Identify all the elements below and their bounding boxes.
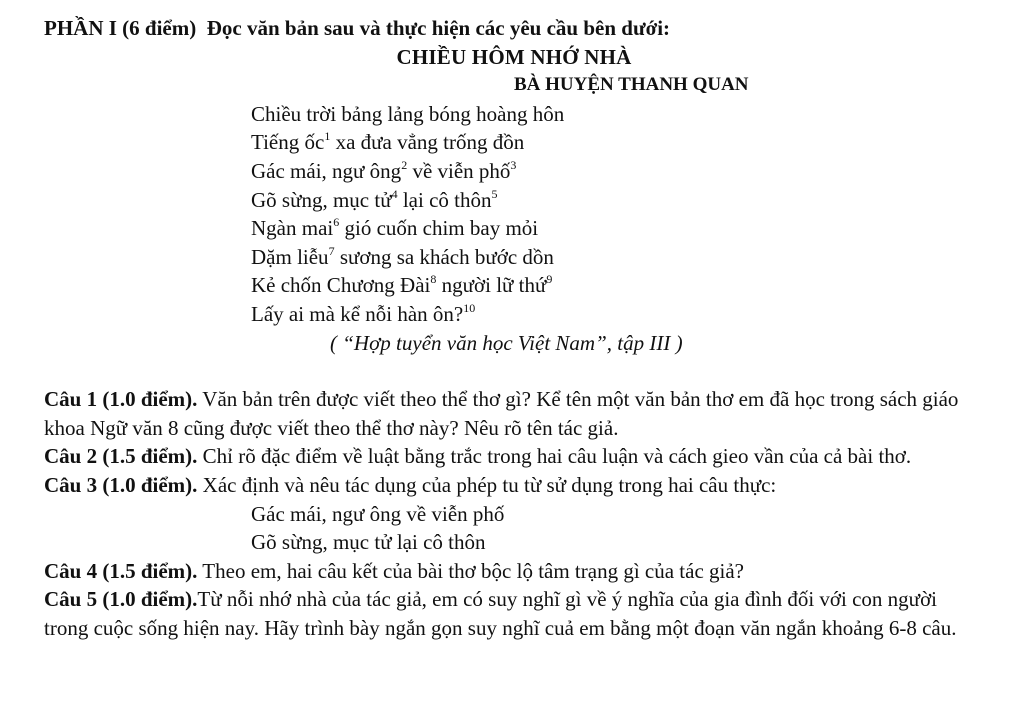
question-label: Câu 5 (1.0 điểm). <box>44 587 198 612</box>
poem-line-8: Lấy ai mà kể nỗi hàn ôn?$^{10}$ <box>251 300 476 326</box>
poem-line-6: Dặm liễu$^7$ sương sa khách bước dồn <box>251 243 554 269</box>
question-1 <box>44 385 964 442</box>
footnote-ref: 7 <box>328 243 335 258</box>
question-3 <box>44 471 964 500</box>
footnote-ref: 4 <box>391 186 398 201</box>
footnote-ref: 10 <box>463 300 476 315</box>
quoted-line-1: Gác mái, ngư ông về viễn phố <box>251 501 505 526</box>
question-text: Theo em, hai câu kết của bài thơ bộc lộ tâm trạng gì của tác giả? <box>197 558 745 583</box>
footnote-ref: 6 <box>333 215 340 230</box>
poem-body <box>44 100 964 329</box>
part-heading <box>44 14 964 43</box>
poem-line-4: Gõ sừng, mục tử$^4$ lại cô thôn$^5$ <box>251 186 498 212</box>
question-label: Câu 2 (1.5 điểm). <box>44 444 198 469</box>
question-label: Câu 4 (1.5 điểm). <box>44 558 198 583</box>
poem-line-5: Ngàn mai$^6$ gió cuốn chim bay mỏi <box>251 215 539 241</box>
question-text: Xác định và nêu tác dụng của phép tu từ sử dụng trong hai câu thực: <box>197 472 777 497</box>
footnote-ref: 8 <box>430 272 437 287</box>
part-label: PHẦN I (6 điểm) <box>44 16 197 40</box>
footnote-ref: 2 <box>401 157 408 172</box>
question-label: Câu 1 (1.0 điểm). <box>44 387 198 412</box>
poem-line-3: Gác mái, ngư ông$^2$ về viễn phố$^3$ <box>251 157 517 183</box>
poem-author: BÀ HUYỆN THANH QUAN <box>514 74 749 96</box>
poem-line-7: Kẻ chốn Chương Đài$^8$ người lữ thứ$^9$ <box>251 272 553 298</box>
part-instruction: Đọc văn bản sau và thực hiện các yêu cầu bên dưới: <box>206 16 671 40</box>
footnote-ref: 1 <box>324 129 331 144</box>
footnote-ref: 9 <box>546 272 553 287</box>
question-text: Văn bản trên được viết theo thể thơ gì? Kể tên một văn bản thơ em đã học trong sách giáo khoa Ngữ văn 8 cũng được viết theo thể thơ này? Nêu rõ tên tác giả. <box>44 387 959 440</box>
question-label: Câu 3 (1.0 điểm). <box>44 472 198 497</box>
questions-section <box>44 385 964 642</box>
poem-line-2: Tiếng ốc$^1$ xa đưa vẳng trống đồn <box>251 129 525 155</box>
question-4 <box>44 557 964 586</box>
question-text: Chỉ rõ đặc điểm về luật bằng trắc trong hai câu luận và cách gieo vần của cả bài thơ. <box>197 444 912 469</box>
poem-line-1: Chiều trời bảng lảng bóng hoàng hôn <box>251 101 565 126</box>
footnote-ref: 5 <box>491 186 498 201</box>
question-text: Từ nỗi nhớ nhà của tác giả, em có suy nghĩ gì về ý nghĩa của gia đình đối với con người trong cuộc sống hiện nay. Hãy trình bày ngắn gọn suy nghĩ cuả em bằng một đoạn văn ngắn khoảng 6-8 câu. <box>44 587 957 640</box>
quoted-line-2: Gõ sừng, mục tử lại cô thôn <box>251 530 486 555</box>
question-2 <box>44 442 964 471</box>
poem-title: CHIỀU HÔM NHỚ NHÀ <box>396 44 632 69</box>
footnote-ref: 3 <box>510 157 517 172</box>
question-5 <box>44 585 964 642</box>
poem-source: ( “Hợp tuyển văn học Việt Nam”, tập III ) <box>330 330 683 355</box>
